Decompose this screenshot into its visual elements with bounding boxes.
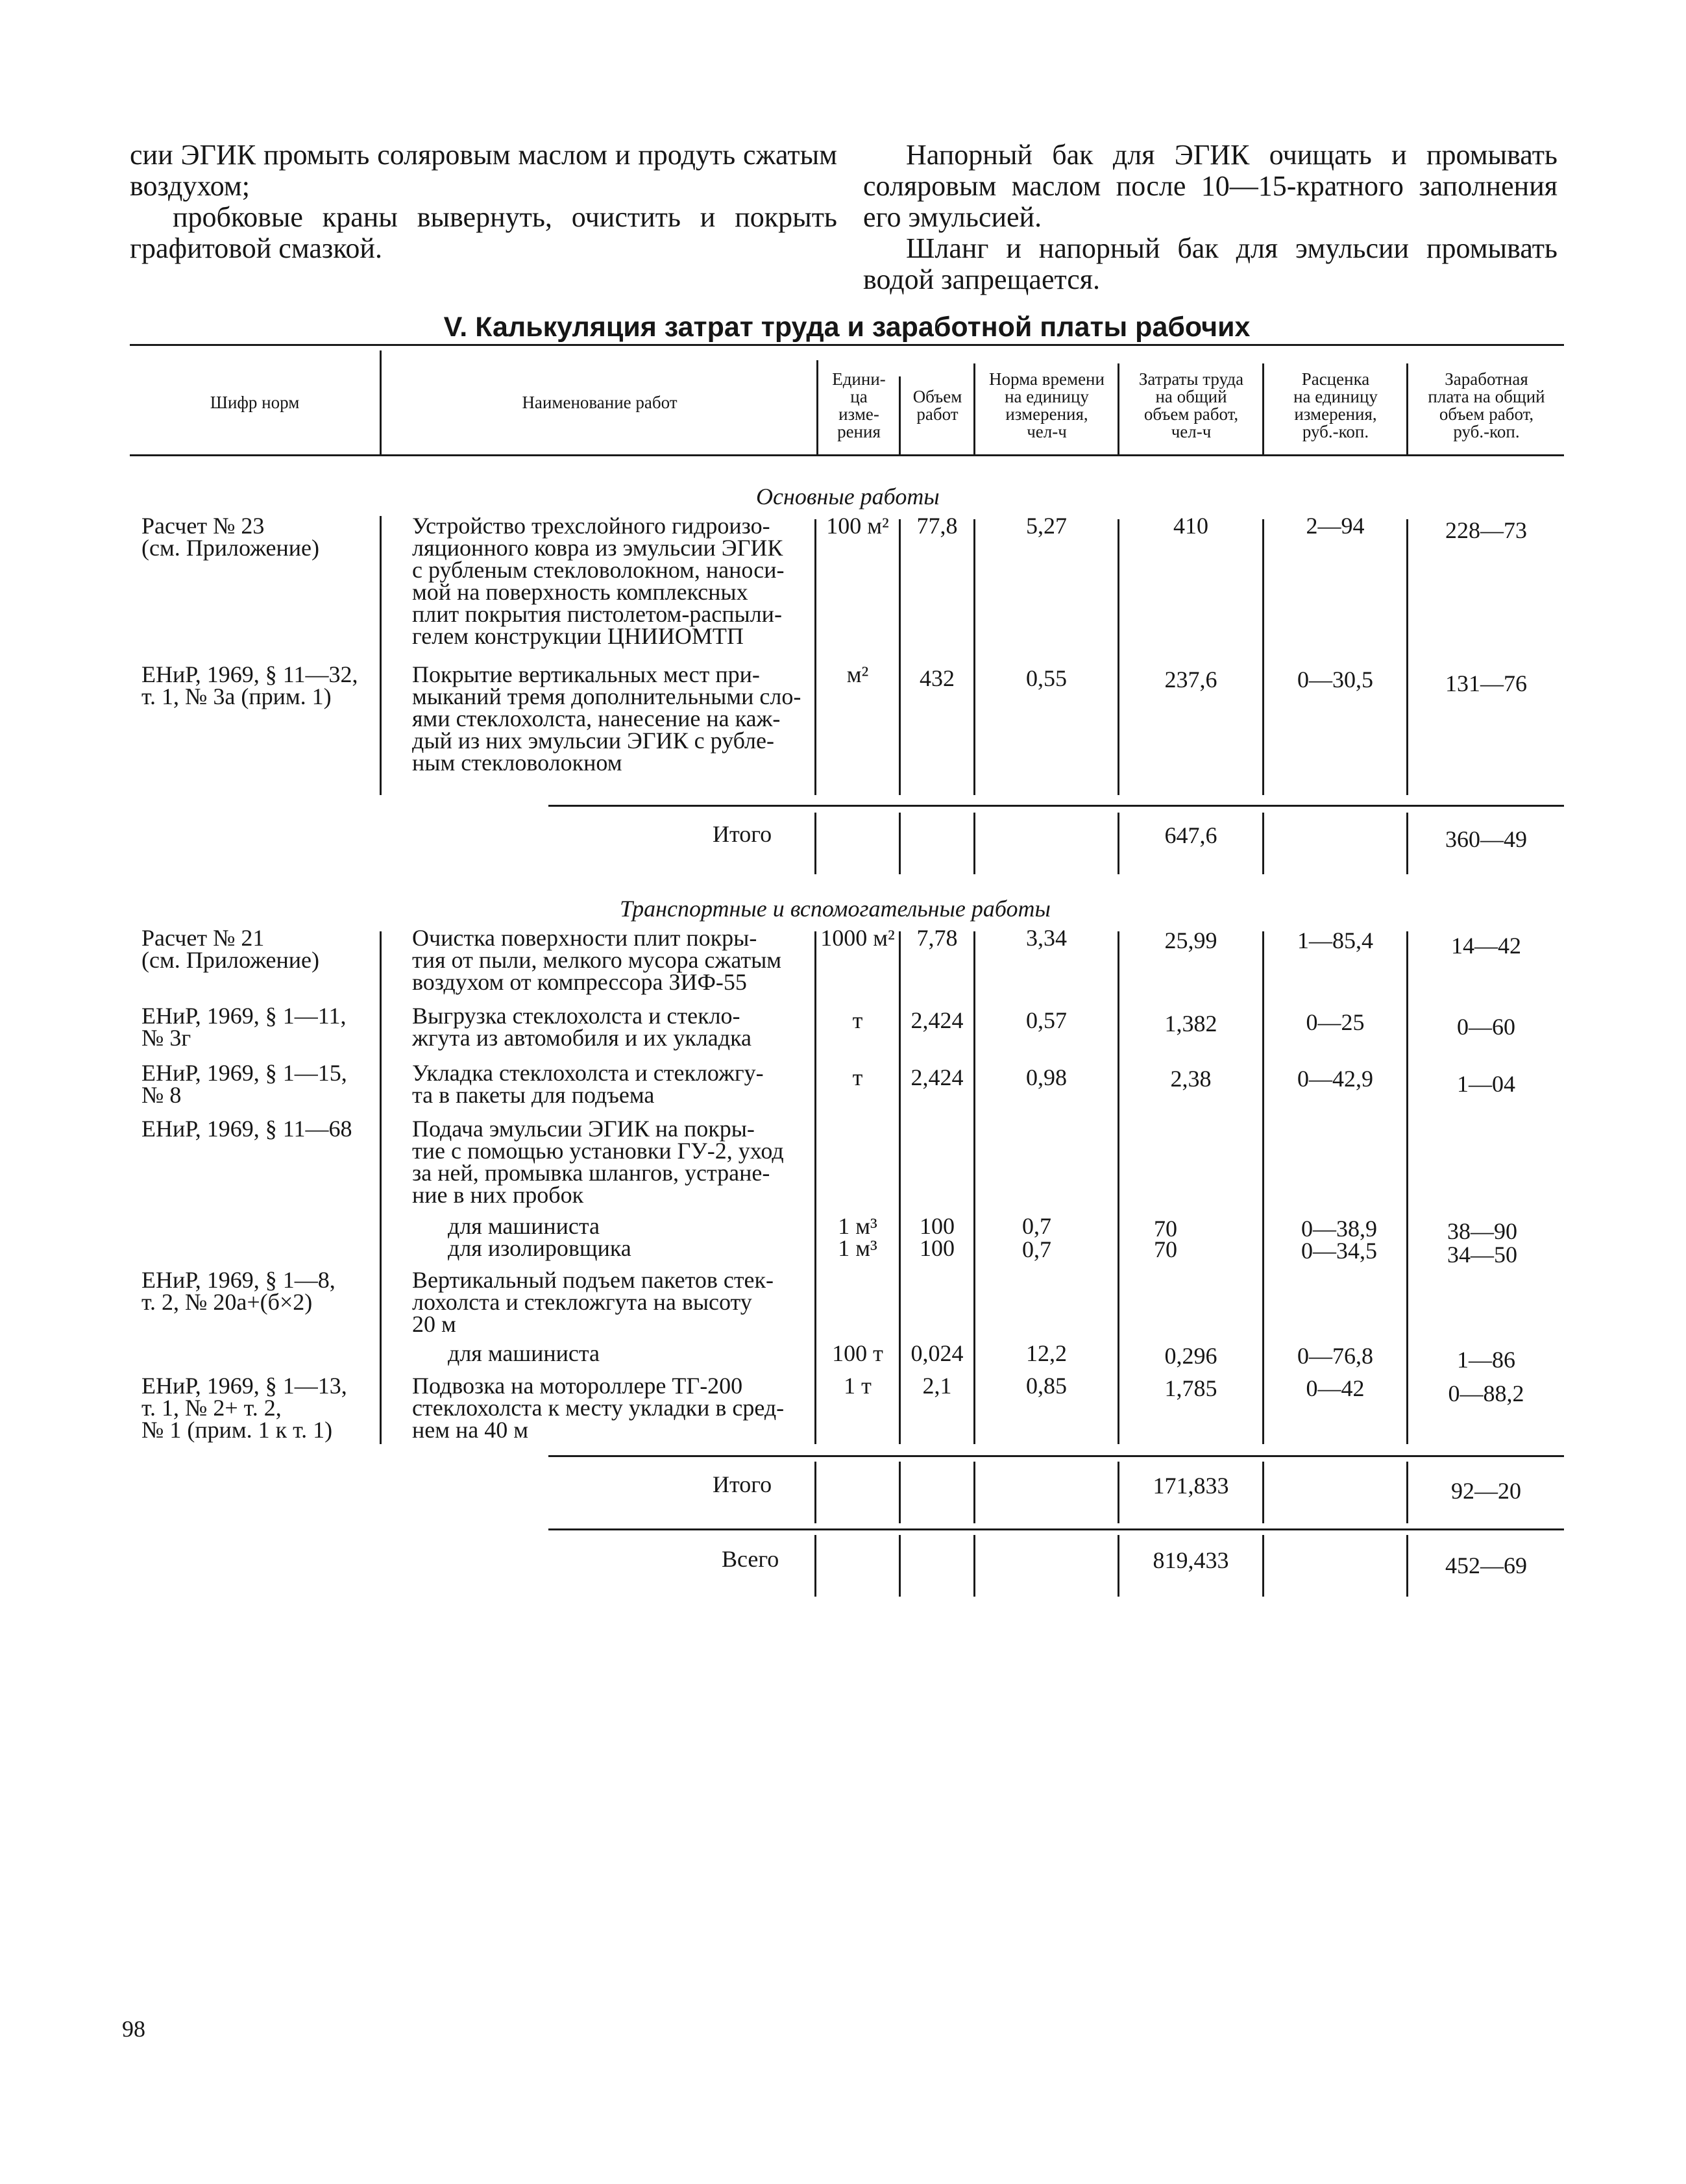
row-sub-name: для машиниста: [448, 1340, 600, 1366]
grand-total-labor: 819,433: [1153, 1547, 1229, 1573]
row-sub-rate: 0—76,8: [1297, 1343, 1373, 1369]
row-code: ЕНиР, 1969, § 1—13, т. 1, № 2+ т. 2, № 1 (прим. 1 к т. 1): [141, 1373, 347, 1443]
row-sub-norm: 12,2: [1026, 1340, 1067, 1366]
total-rule: [1262, 1462, 1264, 1523]
row-sub-wage: 1—86: [1457, 1347, 1515, 1373]
header-divider: [1118, 363, 1119, 454]
group1-total-wage: 360—49: [1445, 826, 1527, 852]
table-top-rule: [130, 344, 1564, 346]
total-rule: [814, 1462, 816, 1523]
row-volume: 2,424: [910, 1064, 964, 1090]
row-work-name: Очистка поверхности плит покры- тия от пыли, мелкого мусора сжатым воздухом от компрессора ЗИФ-55: [412, 925, 782, 995]
total-rule: [1262, 1535, 1264, 1597]
row-rate: 0—42,9: [1297, 1066, 1373, 1092]
row-rate: 2—94: [1306, 513, 1365, 539]
header-name: Наименование работ: [522, 392, 678, 412]
total-rule: [814, 813, 816, 874]
row-sub-rate: 0—38,9: [1301, 1216, 1377, 1242]
group2-total-label: Итого: [713, 1471, 772, 1497]
row-work-name: Устройство трехслойного гидроизо- ляционного ковра из эмульсии ЭГИК с рубленым стекловолокном, наноси- мой на поверхность комплексных плит покрытия пистолетом-распыли- гелем конструкции ЦНИИОМТП: [412, 513, 785, 649]
row-unit: 1000 м²: [820, 925, 895, 951]
row-wage: 0—88,2: [1448, 1380, 1524, 1406]
intro-right-column: [863, 140, 1558, 295]
header-divider: [973, 363, 975, 454]
row-sub-unit: 1 м³: [838, 1213, 877, 1239]
group2-total-rule: [548, 1455, 1564, 1457]
column-rule: [1262, 519, 1264, 795]
column-rule: [973, 519, 975, 795]
row-sub-norm: 0,7: [1022, 1213, 1051, 1239]
row-volume: 2,1: [922, 1373, 952, 1399]
header-divider: [1406, 363, 1408, 454]
row-unit: т: [852, 1064, 863, 1090]
row-sub-norm: 0,7: [1022, 1236, 1051, 1262]
row-code: Расчет № 21 (см. Приложение): [141, 925, 319, 973]
row-unit: 1 т: [844, 1373, 872, 1399]
row-sub-wage: 34—50: [1447, 1242, 1517, 1268]
total-rule: [973, 1462, 975, 1523]
row-labor: 25,99: [1164, 927, 1217, 953]
column-rule: [814, 519, 816, 795]
section-title: V. Калькуляция затрат труда и заработной платы рабочих: [443, 312, 1251, 343]
column-rule: [973, 931, 975, 1444]
header-code: Шифр норм: [210, 392, 300, 412]
row-rate: 0—42: [1306, 1375, 1365, 1401]
group1-total-rule: [548, 805, 1564, 807]
header-divider: [380, 350, 382, 454]
row-sub-name: для изолировщика: [448, 1235, 631, 1261]
row-norm: 0,85: [1026, 1373, 1067, 1399]
row-code: ЕНиР, 1969, § 11—32, т. 1, № 3а (прим. 1): [141, 661, 358, 709]
grand-total-label: Всего: [722, 1546, 779, 1572]
row-code: ЕНиР, 1969, § 1—11, № 3г: [141, 1003, 347, 1051]
row-norm: 5,27: [1026, 513, 1067, 539]
column-rule: [1406, 519, 1408, 795]
row-volume: 432: [920, 665, 955, 691]
intro-left-column: [130, 140, 837, 264]
row-wage: 1—04: [1457, 1071, 1515, 1097]
row-norm: 0,55: [1026, 665, 1067, 691]
grand-total-wage: 452—69: [1445, 1552, 1527, 1578]
column-rule: [1118, 931, 1119, 1444]
row-sub-unit: 100 т: [832, 1340, 883, 1366]
row-norm: 0,57: [1026, 1007, 1067, 1033]
column-rule: [1262, 931, 1264, 1444]
group2-total-wage: 92—20: [1451, 1478, 1521, 1504]
total-rule: [1262, 813, 1264, 874]
row-code: Расчет № 23 (см. Приложение): [141, 513, 319, 561]
total-rule: [899, 813, 901, 874]
row-unit: т: [852, 1007, 863, 1033]
row-sub-labor: 0,296: [1164, 1343, 1217, 1369]
row-sub-wage: 38—90: [1447, 1218, 1517, 1244]
total-rule: [973, 1535, 975, 1597]
column-rule: [814, 931, 816, 1444]
header-rate: Расценка на единицу измерения, руб.-коп.: [1293, 369, 1378, 441]
header-wage: Заработная плата на общий объем работ, руб.-коп.: [1428, 369, 1545, 441]
row-rate: 0—30,5: [1297, 667, 1373, 693]
row-sub-volume: 0,024: [910, 1340, 964, 1366]
header-divider: [1262, 363, 1264, 454]
row-work-name: Вертикальный подъем пакетов стек- лохолста и стекложгута на высоту 20 м: [412, 1267, 774, 1337]
row-code: ЕНиР, 1969, § 1—15, № 8: [141, 1060, 347, 1108]
row-volume: 77,8: [916, 513, 958, 539]
column-rule: [899, 931, 901, 1444]
row-wage: 131—76: [1445, 670, 1527, 696]
row-norm: 0,98: [1026, 1064, 1067, 1090]
row-wage: 228—73: [1445, 517, 1527, 543]
row-norm: 3,34: [1026, 925, 1067, 951]
group1-total-label: Итого: [713, 821, 772, 847]
header-divider: [899, 376, 901, 454]
group2-title: Транспортные и вспомогательные работы: [620, 896, 1051, 922]
header-unit: Едини- ца изме- рения: [832, 369, 886, 441]
column-rule: [1118, 519, 1119, 795]
intro-right-paragraph-1: Напорный бак для ЭГИК очищать и промывать соляровым маслом после 10—15-кратного заполнения его эмульсией.: [863, 139, 1558, 233]
row-wage: 14—42: [1451, 933, 1521, 959]
row-sub-volume: 100: [920, 1213, 955, 1239]
intro-left-paragraph-1: сии ЭГИК промыть соляровым маслом и продуть сжатым воздухом;: [130, 139, 837, 202]
header-divider: [816, 360, 818, 454]
group1-title: Основные работы: [756, 484, 940, 509]
intro-right-paragraph-2: Шланг и напорный бак для эмульсии промывать водой запрещается.: [863, 232, 1558, 295]
row-work-name: Выгрузка стеклохолста и стекло- жгута из автомобиля и их укладка: [412, 1003, 752, 1051]
total-rule: [814, 1535, 816, 1597]
group2-total-labor: 171,833: [1153, 1473, 1229, 1499]
column-rule: [380, 516, 382, 795]
row-sub-name: для машиниста: [448, 1213, 600, 1239]
page-number: 98: [122, 2016, 145, 2042]
row-labor: 1,785: [1164, 1375, 1217, 1401]
header-volume: Объем работ: [912, 387, 962, 424]
total-rule: [899, 1462, 901, 1523]
row-sub-rate: 0—34,5: [1301, 1238, 1377, 1264]
column-rule: [380, 931, 382, 1444]
table-header-bottom-rule: [130, 454, 1564, 456]
row-rate: 0—25: [1306, 1009, 1365, 1035]
row-work-name: Покрытие вертикальных мест при- мыканий тремя дополнительными сло- ями стеклохолста, нанесение на каж- дый из них эмульсии ЭГИК с рубле- ным стекловолокном: [412, 661, 801, 776]
grand-total-rule: [548, 1528, 1564, 1530]
column-rule: [899, 519, 901, 795]
row-work-name: Укладка стеклохолста и стекложгу- та в пакеты для подъема: [412, 1060, 764, 1108]
row-code: ЕНиР, 1969, § 1—8, т. 2, № 20а+(б×2): [141, 1267, 336, 1315]
row-rate: 1—85,4: [1297, 927, 1373, 953]
row-labor: 410: [1173, 513, 1208, 539]
row-sub-labor: 70: [1154, 1216, 1177, 1242]
header-labor: Затраты труда на общий объем работ, чел-ч: [1138, 369, 1244, 441]
total-rule: [899, 1535, 901, 1597]
row-sub-labor: 70: [1154, 1236, 1177, 1262]
row-unit: 100 м²: [826, 513, 889, 539]
row-unit: м²: [846, 661, 869, 687]
row-sub-volume: 100: [920, 1235, 955, 1261]
row-work-name: Подвозка на мотороллере ТГ-200 стеклохолста к месту укладки в сред- нем на 40 м: [412, 1373, 785, 1443]
row-labor: 1,382: [1164, 1011, 1217, 1037]
row-volume: 2,424: [910, 1007, 964, 1033]
row-wage: 0—60: [1457, 1014, 1515, 1040]
row-code: ЕНиР, 1969, § 11—68: [141, 1116, 352, 1142]
row-work-name: Подача эмульсии ЭГИК на покры- тие с помощью установки ГУ-2, уход за ней, промывка шлангов, устране- ние в них пробок: [412, 1116, 784, 1208]
total-rule: [973, 813, 975, 874]
group1-total-labor: 647,6: [1164, 822, 1217, 848]
row-volume: 7,78: [916, 925, 958, 951]
row-sub-unit: 1 м³: [838, 1235, 877, 1261]
header-norm: Норма времени на единицу измерения, чел-ч: [989, 369, 1105, 441]
row-labor: 2,38: [1170, 1066, 1212, 1092]
row-labor: 237,6: [1164, 667, 1217, 693]
intro-left-paragraph-2: пробковые краны вывернуть, очистить и покрыть графитовой смазкой.: [130, 201, 837, 264]
